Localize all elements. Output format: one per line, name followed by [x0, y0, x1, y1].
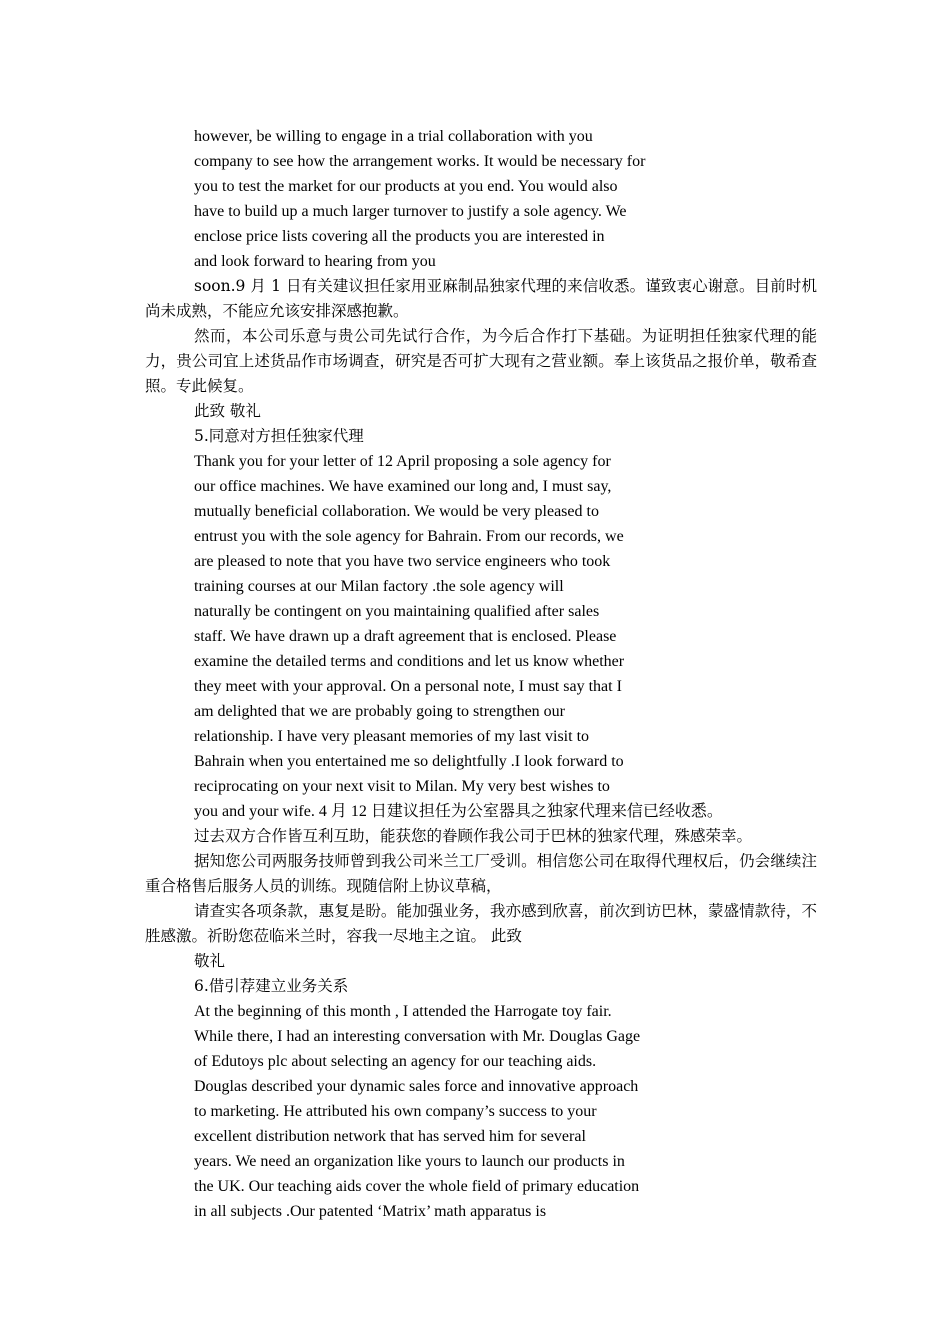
text-line: training courses at our Milan factory .the sole agency will	[194, 578, 564, 595]
text-line: Douglas described your dynamic sales force and innovative approach	[194, 1078, 639, 1095]
text-line: of Edutoys plc about selecting an agency for our teaching aids.	[194, 1053, 597, 1070]
closing-salutation: 敬礼	[194, 952, 226, 970]
text-line: Thank you for your letter of 12 April proposing a sole agency for	[194, 453, 611, 470]
paragraph-soon: soon.9 月 1 日有关建议担任家用亚麻制品独家代理的来信收悉。谨致衷心谢意。目前时机尚未成熟，不能应允该安排深感抱歉。	[145, 277, 817, 320]
paragraph-engineers: 据知您公司两服务技师曾到我公司米兰工厂受训。相信您公司在取得代理权后，仍会继续注重合格售后服务人员的训练。现随信附上协议草稿，	[145, 852, 817, 895]
paragraph-terms: 请查实各项条款，惠复是盼。能加强业务，我亦感到欣喜，前次到访巴林，蒙盛情款待，不胜感激。祈盼您莅临米兰时，容我一尽地主之谊。 此致	[145, 902, 817, 945]
text-line: At the beginning of this month , I attended the Harrogate toy fair.	[194, 1003, 612, 1020]
text-line: you to test the market for our products at you end. You would also	[194, 178, 618, 195]
text-line: am delighted that we are probably going to strengthen our	[194, 703, 566, 720]
paragraph-past: 过去双方合作皆互利互助，能获您的眷顾作我公司于巴林的独家代理，殊感荣幸。	[194, 827, 753, 845]
text-line: you and your wife. 4 月 12 日建议担任为公室器具之独家代理来信已经收悉。	[194, 803, 723, 820]
document-body	[145, 124, 817, 1224]
text-line: they meet with your approval. On a personal note, I must say that I	[194, 678, 622, 695]
text-line: to marketing. He attributed his own company’s success to your	[194, 1103, 597, 1120]
closing-salutation: 此致 敬礼	[194, 402, 261, 420]
text-line: excellent distribution network that has served him for several	[194, 1128, 586, 1145]
text-line: While there, I had an interesting conversation with Mr. Douglas Gage	[194, 1028, 641, 1045]
section-heading-6: 6.借引荐建立业务关系	[194, 977, 349, 995]
text-line: Bahrain when you entertained me so delightfully .I look forward to	[194, 753, 624, 770]
text-line: are pleased to note that you have two service engineers who took	[194, 553, 611, 570]
text-line: relationship. I have very pleasant memories of my last visit to	[194, 728, 590, 745]
text-line: however, be willing to engage in a trial collaboration with you	[194, 128, 593, 145]
text-line: years. We need an organization like yours to launch our products in	[194, 1153, 625, 1170]
text-line: naturally be contingent on you maintaining qualified after sales	[194, 603, 600, 620]
text-line: and look forward to hearing from you	[194, 253, 436, 270]
text-line: reciprocating on your next visit to Milan. My very best wishes to	[194, 778, 610, 795]
text-line: examine the detailed terms and conditions and let us know whether	[194, 653, 625, 670]
text-line: the UK. Our teaching aids cover the whole field of primary education	[194, 1178, 640, 1195]
text-line: entrust you with the sole agency for Bahrain. From our records, we	[194, 528, 624, 545]
text-line: in all subjects .Our patented ‘Matrix’ math apparatus is	[194, 1203, 547, 1220]
text-line: our office machines. We have examined our long and, I must say,	[194, 478, 612, 495]
text-line: mutually beneficial collaboration. We would be very pleased to	[194, 503, 599, 520]
text-line: enclose price lists covering all the products you are interested in	[194, 228, 605, 245]
text-line: company to see how the arrangement works. It would be necessary for	[194, 153, 646, 170]
text-line: have to build up a much larger turnover to justify a sole agency. We	[194, 203, 627, 220]
paragraph-trial: 然而，本公司乐意与贵公司先试行合作，为今后合作打下基础。为证明担任独家代理的能力，贵公司宜上述货品作市场调查，研究是否可扩大现有之营业额。奉上该货品之报价单，敬希查照。专此候复。	[145, 327, 817, 395]
section-heading-5: 5.同意对方担任独家代理	[194, 427, 364, 445]
text-line: staff. We have drawn up a draft agreement that is enclosed. Please	[194, 628, 617, 645]
